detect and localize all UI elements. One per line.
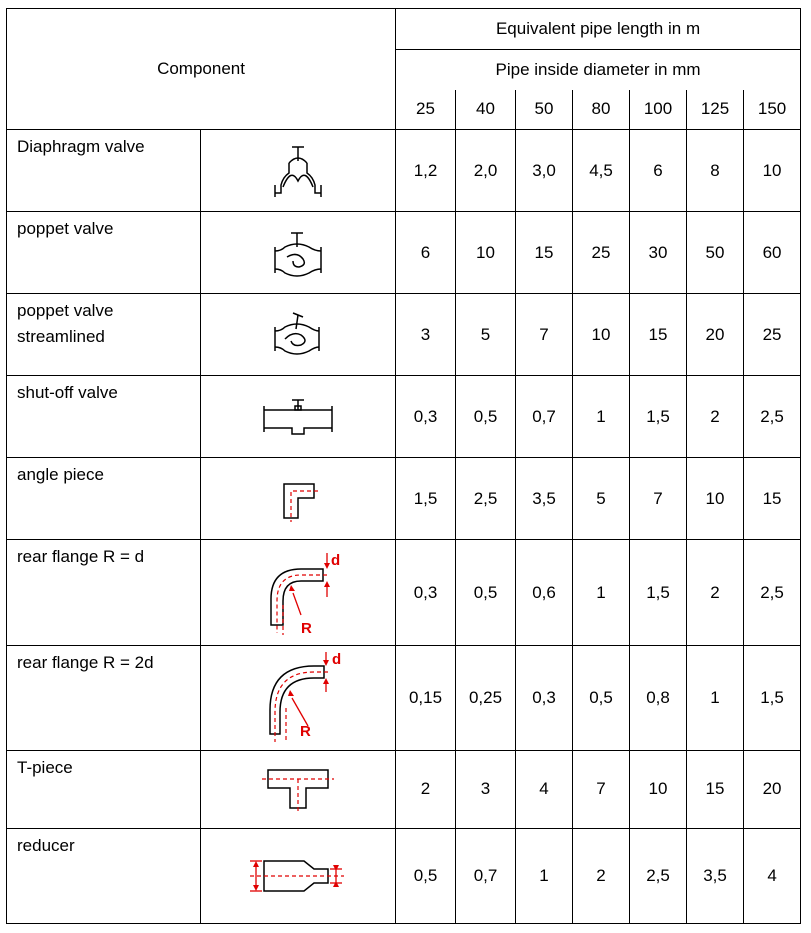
value-cell: 6 — [630, 130, 687, 212]
table-row — [7, 458, 801, 540]
value-cell: 6 — [396, 212, 456, 294]
value-cell: 0,8 — [630, 645, 687, 750]
component-name: rear flange R = d — [7, 540, 201, 645]
value-cell: 4 — [744, 828, 801, 923]
poppet-valve-streamlined-icon — [263, 305, 333, 365]
component-name: T-piece — [7, 750, 201, 828]
value-cell: 4,5 — [573, 130, 630, 212]
diameter-header: Pipe inside diameter in mm — [396, 50, 801, 90]
value-cell: 30 — [630, 212, 687, 294]
table-row — [7, 828, 801, 923]
value-cell: 1,5 — [630, 540, 687, 645]
value-cell: 1 — [573, 376, 630, 458]
diameter-150: 150 — [744, 90, 801, 130]
value-cell: 2,5 — [744, 376, 801, 458]
dimension-d-label: d — [332, 650, 342, 668]
value-cell: 3 — [396, 294, 456, 376]
value-cell: 2,0 — [456, 130, 516, 212]
table-row — [7, 130, 801, 212]
table-row — [7, 750, 801, 828]
value-cell: 2 — [687, 540, 744, 645]
value-cell: 20 — [687, 294, 744, 376]
bend-r-2d-icon — [248, 650, 348, 746]
value-cell: 0,25 — [456, 645, 516, 750]
value-cell: 1 — [687, 645, 744, 750]
value-cell: 7 — [516, 294, 573, 376]
value-cell: 0,7 — [516, 376, 573, 458]
reducer-icon — [248, 851, 348, 901]
value-cell: 7 — [573, 750, 630, 828]
value-cell: 2,5 — [744, 540, 801, 645]
equivalent-length-header: Equivalent pipe length in m — [396, 9, 801, 50]
component-name: poppet valve — [7, 212, 201, 294]
value-cell: 15 — [687, 750, 744, 828]
value-cell: 7 — [630, 458, 687, 540]
pipe-length-table — [6, 8, 801, 924]
value-cell: 10 — [744, 130, 801, 212]
value-cell: 0,3 — [516, 645, 573, 750]
value-cell: 0,7 — [456, 828, 516, 923]
value-cell: 0,5 — [573, 645, 630, 750]
value-cell: 3,0 — [516, 130, 573, 212]
diameter-100: 100 — [630, 90, 687, 130]
t-piece-icon — [258, 762, 338, 816]
value-cell: 3 — [456, 750, 516, 828]
value-cell: 8 — [687, 130, 744, 212]
value-cell: 2 — [573, 828, 630, 923]
component-name: rear flange R = 2d — [7, 645, 201, 750]
value-cell: 50 — [687, 212, 744, 294]
component-name: Diaphragm valve — [7, 130, 201, 212]
value-cell: 0,3 — [396, 540, 456, 645]
diameter-80: 80 — [573, 90, 630, 130]
value-cell: 0,3 — [396, 376, 456, 458]
diameter-25: 25 — [396, 90, 456, 130]
diaphragm-valve-icon — [263, 141, 333, 201]
value-cell: 0,15 — [396, 645, 456, 750]
value-cell: 15 — [744, 458, 801, 540]
value-cell: 5 — [456, 294, 516, 376]
component-name: shut-off valve — [7, 376, 201, 458]
dimension-d-label: d — [331, 551, 341, 569]
value-cell: 4 — [516, 750, 573, 828]
bend-r-d-icon — [253, 545, 343, 641]
value-cell: 1,5 — [396, 458, 456, 540]
radius-r-label: R — [301, 619, 312, 637]
value-cell: 15 — [516, 212, 573, 294]
table-row — [7, 645, 801, 750]
component-name: poppet valve streamlined — [7, 294, 201, 376]
value-cell: 15 — [630, 294, 687, 376]
value-cell: 60 — [744, 212, 801, 294]
component-name: reducer — [7, 828, 201, 923]
value-cell: 2,5 — [630, 828, 687, 923]
value-cell: 10 — [687, 458, 744, 540]
table-row — [7, 376, 801, 458]
value-cell: 0,5 — [456, 376, 516, 458]
value-cell: 2,5 — [456, 458, 516, 540]
radius-r-label: R — [300, 722, 311, 740]
table-row — [7, 212, 801, 294]
value-cell: 1 — [516, 828, 573, 923]
value-cell: 2 — [396, 750, 456, 828]
value-cell: 25 — [573, 212, 630, 294]
value-cell: 0,5 — [456, 540, 516, 645]
diameter-125: 125 — [687, 90, 744, 130]
value-cell: 1 — [573, 540, 630, 645]
shut-off-valve-icon — [258, 392, 338, 442]
value-cell: 1,2 — [396, 130, 456, 212]
value-cell: 5 — [573, 458, 630, 540]
value-cell: 1,5 — [744, 645, 801, 750]
value-cell: 0,6 — [516, 540, 573, 645]
diameter-40: 40 — [456, 90, 516, 130]
value-cell: 0,5 — [396, 828, 456, 923]
component-name: angle piece — [7, 458, 201, 540]
value-cell: 1,5 — [630, 376, 687, 458]
value-cell: 20 — [744, 750, 801, 828]
value-cell: 10 — [456, 212, 516, 294]
value-cell: 10 — [573, 294, 630, 376]
diameter-50: 50 — [516, 90, 573, 130]
value-cell: 10 — [630, 750, 687, 828]
table-row — [7, 294, 801, 376]
poppet-valve-icon — [263, 223, 333, 283]
table-row — [7, 540, 801, 645]
value-cell: 3,5 — [687, 828, 744, 923]
value-cell: 3,5 — [516, 458, 573, 540]
angle-piece-icon — [268, 474, 328, 524]
value-cell: 25 — [744, 294, 801, 376]
component-header: Component — [7, 9, 396, 130]
value-cell: 2 — [687, 376, 744, 458]
